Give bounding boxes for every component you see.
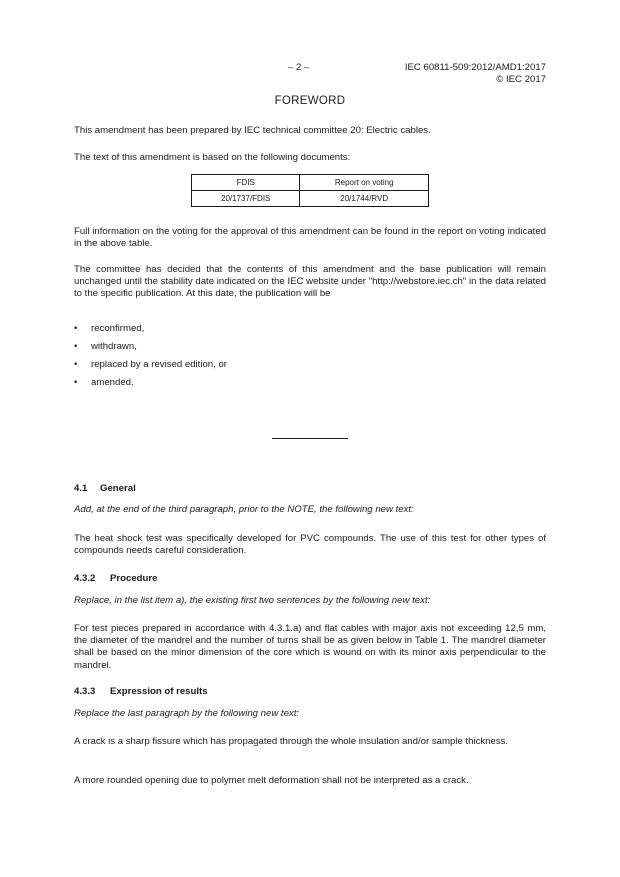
table-row	[192, 191, 429, 207]
section-title: General	[100, 483, 136, 494]
bullet-icon: •	[74, 341, 78, 352]
voting-documents-table	[191, 174, 429, 207]
list-item	[74, 323, 546, 341]
copyright: © IEC 2017	[496, 73, 546, 85]
bullet-icon: •	[74, 323, 78, 334]
foreword-paragraph-2: The text of this amendment is based on the following documents:	[74, 152, 351, 163]
list-item-text: reconfirmed,	[91, 323, 145, 334]
section-4-3-3-text-1: A crack is a sharp fissure which has propagated through the whole insulation and/or sample thickness.	[74, 736, 509, 747]
section-title: Expression of results	[110, 686, 208, 697]
list-item-text: amended.	[91, 377, 134, 388]
list-item	[74, 359, 546, 377]
bullet-icon: •	[74, 359, 78, 370]
section-number: 4.3.3	[74, 686, 96, 697]
list-item	[74, 341, 546, 359]
section-4-3-3-instruction: Replace the last paragraph by the following new text:	[74, 708, 300, 719]
list-item	[74, 377, 546, 395]
table-header-fdis: FDIS	[192, 175, 300, 191]
section-4-3-3-text-2: A more rounded opening due to polymer melt deformation shall not be interpreted as a crack.	[74, 775, 469, 786]
section-number: 4.1	[74, 483, 88, 494]
publication-status-list	[74, 323, 546, 395]
section-heading-4-1	[74, 483, 136, 494]
bullet-icon: •	[74, 377, 78, 388]
section-4-1-instruction: Add, at the end of the third paragraph, prior to the NOTE, the following new text:	[74, 504, 414, 515]
doc-ref: IEC 60811-509:2012/AMD1:2017	[404, 62, 546, 73]
section-title: Procedure	[110, 573, 158, 584]
table-header-report: Report on voting	[300, 175, 429, 191]
foreword-paragraph-1: This amendment has been prepared by IEC technical committee 20: Electric cables.	[74, 125, 431, 136]
foreword-paragraph-3: Full information on the voting for the approval of this amendment can be found in the report on voting indicated in the above table.	[74, 226, 546, 250]
list-item-text: withdrawn,	[91, 341, 137, 352]
section-4-3-2-text: For test pieces prepared in accordance with 4.3.1.a) and flat cables with major axis not exceeding 12,5 mm, the diameter of the mandrel and the number of turns shall be as given below in Table 1. The mandrel diameter shall be based on the minor dimension of the core which is wound on with its minor axis perpendicular to the mandrel.	[74, 623, 546, 671]
document-reference	[381, 62, 546, 85]
foreword-paragraph-4: The committee has decided that the contents of this amendment and the base publication will remain unchanged until the stability date indicated on the IEC website under "http://webstore.iec.ch" in the data related to the specific publication. At this date, the publication will be	[74, 264, 546, 300]
section-heading-4-3-3	[74, 686, 208, 697]
section-number: 4.3.2	[74, 573, 96, 584]
foreword-title: FOREWORD	[274, 95, 346, 107]
table-cell-rvd: 20/1744/RVD	[300, 191, 429, 207]
page-number: – 2 –	[288, 62, 310, 73]
separator-rule	[272, 438, 348, 439]
table-header-row	[192, 175, 429, 191]
section-4-3-2-instruction: Replace, in the list item a), the existing first two sentences by the following new text:	[74, 595, 431, 606]
section-heading-4-3-2	[74, 573, 157, 584]
list-item-text: replaced by a revised edition, or	[91, 359, 227, 370]
section-4-1-text: The heat shock test was specifically developed for PVC compounds. The use of this test for other types of compounds needs careful consideration.	[74, 533, 546, 557]
table-cell-fdis: 20/1737/FDIS	[192, 191, 300, 207]
